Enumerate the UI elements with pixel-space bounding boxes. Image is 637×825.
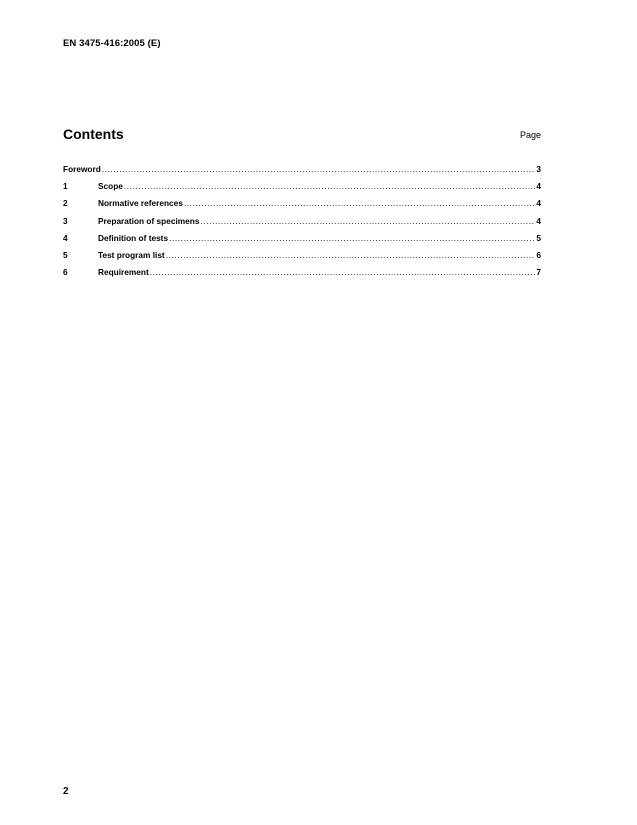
toc-entry-number: 2 <box>63 198 68 209</box>
dot-leader <box>166 250 536 260</box>
toc-entry-number: 6 <box>63 267 68 278</box>
toc-entry-requirement[interactable] <box>63 267 541 284</box>
toc-entry-page: 4 <box>536 215 541 226</box>
toc-entry-label: Scope <box>98 181 123 192</box>
toc-entry-test-program-list[interactable] <box>63 250 541 267</box>
toc-entry-label: Foreword <box>63 164 101 174</box>
document-id-header: EN 3475-416:2005 (E) <box>63 38 161 49</box>
toc-entry-number: 3 <box>63 215 68 226</box>
toc-entry-definition-of-tests[interactable] <box>63 233 541 250</box>
toc-entry-foreword[interactable] <box>63 164 541 181</box>
toc-entry-label: Normative references <box>98 198 183 209</box>
toc-entry-label: Preparation of specimens <box>98 215 200 226</box>
dot-leader <box>150 267 536 277</box>
page-column-label: Page <box>519 130 541 140</box>
toc-entry-number: 5 <box>63 249 68 260</box>
toc-entry-normative-references[interactable] <box>63 198 541 215</box>
toc-entry-page: 6 <box>536 249 541 260</box>
toc-entry-page: 4 <box>536 198 541 209</box>
toc-entry-number: 1 <box>63 181 68 192</box>
dot-leader <box>169 233 535 243</box>
dot-leader <box>184 198 536 208</box>
page-number: 2 <box>63 786 69 797</box>
toc-entry-page: 5 <box>536 232 541 243</box>
toc-entry-label: Test program list <box>98 249 165 260</box>
toc-entry-scope[interactable] <box>63 181 541 198</box>
dot-leader <box>200 216 535 226</box>
toc-entry-page: 4 <box>536 181 541 192</box>
toc-entry-label: Definition of tests <box>98 232 169 243</box>
contents-heading: Contents <box>63 126 124 142</box>
table-of-contents <box>63 164 541 284</box>
dot-leader <box>102 164 536 174</box>
toc-entry-page: 7 <box>536 267 541 278</box>
toc-entry-page: 3 <box>536 164 541 174</box>
toc-entry-label: Requirement <box>98 267 149 278</box>
dot-leader <box>124 181 535 191</box>
toc-entry-preparation-of-specimens[interactable] <box>63 216 541 233</box>
toc-entry-number: 4 <box>63 232 68 243</box>
